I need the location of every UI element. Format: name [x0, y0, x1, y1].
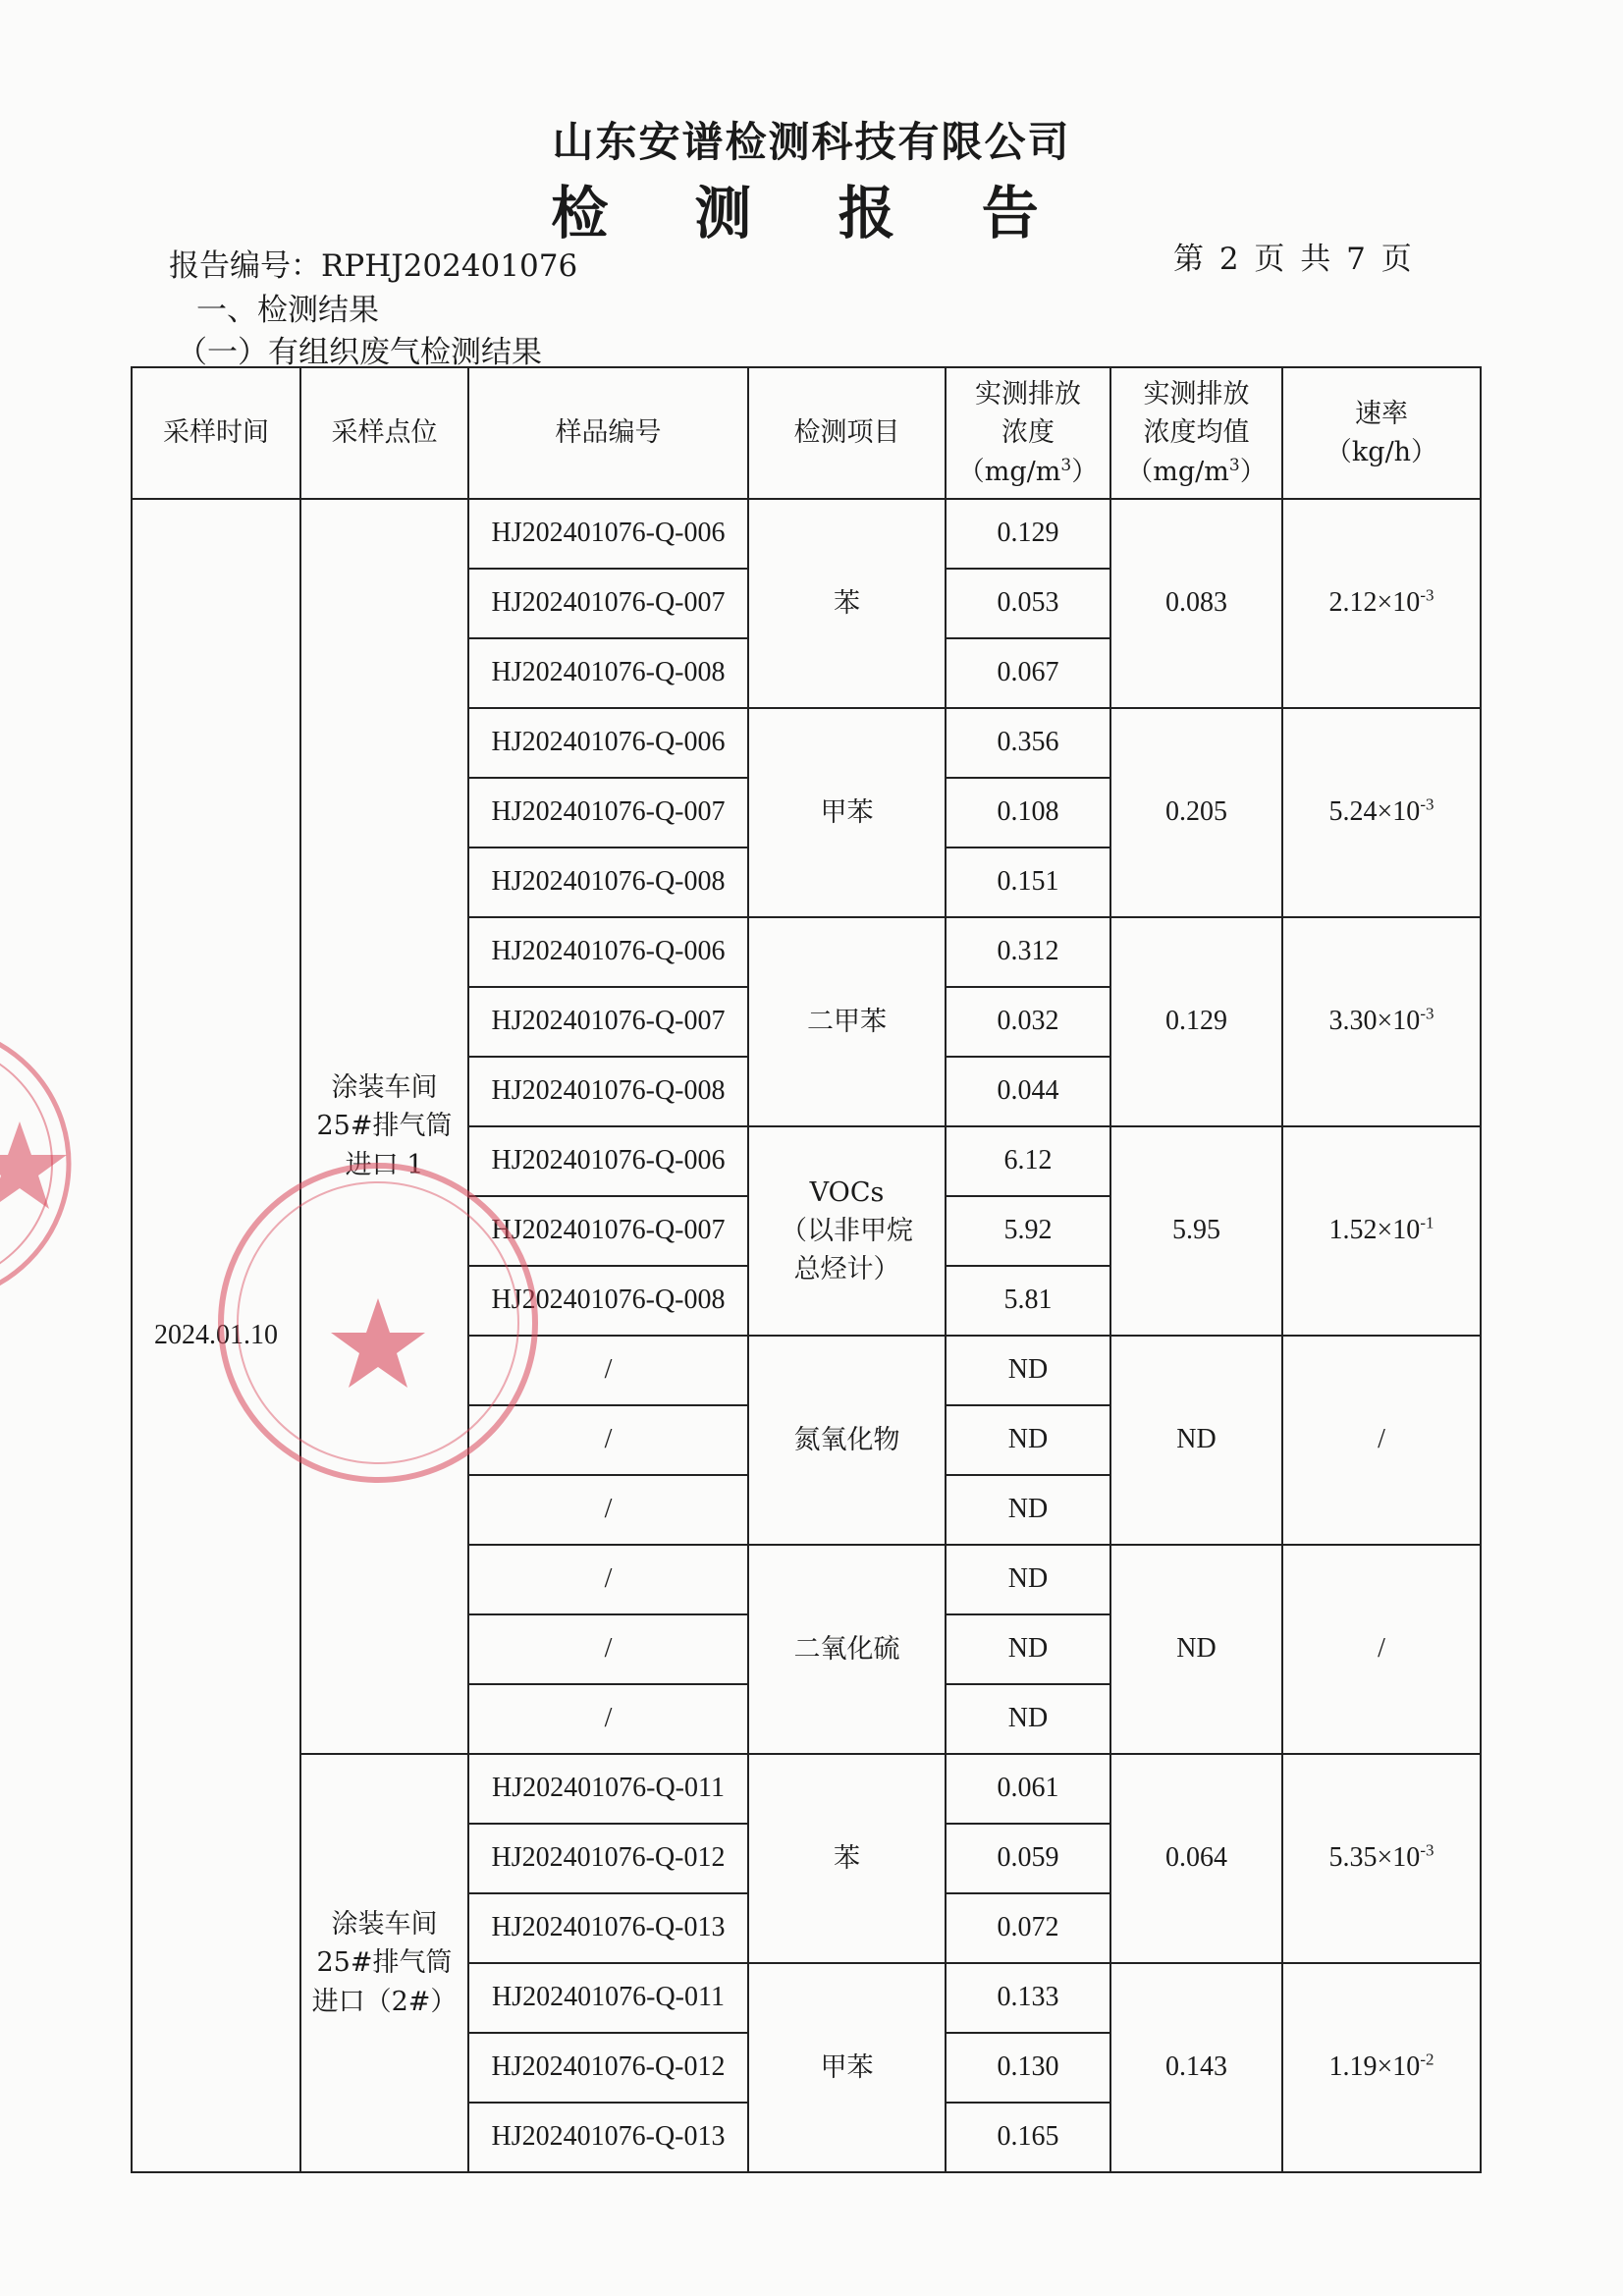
test-item-line: 二甲苯: [807, 1006, 887, 1037]
test-item-cell: [748, 917, 946, 1126]
header-avg-unit-text: （mg/m: [1126, 456, 1229, 487]
concentration-cell: ND: [946, 1405, 1110, 1475]
test-item-line: （以非甲烷: [781, 1215, 913, 1246]
sampling-point-line: 25#排气筒: [316, 1111, 453, 1142]
test-item-line: 氮氧化物: [793, 1424, 900, 1455]
concentration-cell: 0.067: [946, 638, 1110, 708]
rate-exponent: -1: [1420, 1213, 1434, 1232]
header-conc-unit-sup: 3: [1060, 455, 1072, 475]
sample-id-cell: HJ202401076-Q-007: [468, 1196, 748, 1266]
sample-id-cell: HJ202401076-Q-007: [468, 987, 748, 1057]
table-row: [132, 499, 1481, 569]
header-avg-unit-sup: 3: [1228, 455, 1240, 475]
header-test-item: 检测项目: [748, 367, 946, 499]
concentration-cell: 0.072: [946, 1893, 1110, 1963]
sample-id-cell: HJ202401076-Q-008: [468, 847, 748, 917]
header-avg-line2: 浓度均值: [1143, 417, 1250, 449]
concentration-cell: 0.133: [946, 1963, 1110, 2033]
test-item-cell: [748, 1545, 946, 1754]
sample-id-cell: /: [468, 1405, 748, 1475]
company-name: 山东安谱检测科技有限公司: [552, 118, 1071, 166]
sampling-point-line: 涂装车间: [331, 1909, 438, 1941]
concentration-cell: ND: [946, 1684, 1110, 1754]
concentration-cell: 0.053: [946, 569, 1110, 638]
test-item-line: VOCs: [809, 1176, 885, 1208]
sample-id-cell: HJ202401076-Q-006: [468, 917, 748, 987]
header-conc-unit-close: ）: [1071, 456, 1099, 487]
sample-id-cell: HJ202401076-Q-013: [468, 1893, 748, 1963]
concentration-cell: 5.92: [946, 1196, 1110, 1266]
concentration-cell: ND: [946, 1614, 1110, 1684]
rate-cell: [1282, 708, 1481, 917]
report-number: 报告编号：RPHJ202401076: [169, 248, 578, 284]
rate-cell: [1282, 499, 1481, 708]
sample-id-cell: HJ202401076-Q-006: [468, 499, 748, 569]
table-row: [132, 1754, 1481, 1824]
rate-cell: [1282, 1126, 1481, 1336]
test-item-cell: [748, 1336, 946, 1545]
test-item-line: 甲苯: [820, 2051, 874, 2083]
rate-cell: [1282, 1336, 1481, 1545]
concentration-cell: 0.356: [946, 708, 1110, 778]
sampling-point-line: 25#排气筒: [316, 1947, 453, 1979]
header-rate: [1282, 367, 1481, 499]
average-cell: 0.083: [1110, 499, 1282, 708]
header-avg-unit: [1111, 453, 1281, 491]
sample-id-cell: HJ202401076-Q-012: [468, 1824, 748, 1893]
sample-id-cell: HJ202401076-Q-011: [468, 1963, 748, 2033]
header-avg-unit-close: ）: [1239, 456, 1267, 487]
subsection-heading: （一）有组织废气检测结果: [177, 335, 542, 370]
test-item-cell: [748, 708, 946, 917]
sample-id-cell: HJ202401076-Q-007: [468, 569, 748, 638]
rate-value: /: [1378, 1424, 1385, 1455]
test-item-cell: [748, 1126, 946, 1336]
rate-value: 1.19×10: [1328, 2051, 1421, 2083]
test-item-line: 总烃计）: [793, 1254, 900, 1285]
concentration-cell: 0.165: [946, 2103, 1110, 2172]
sample-id-cell: HJ202401076-Q-008: [468, 638, 748, 708]
header-sampling-point: 采样点位: [300, 367, 468, 499]
rate-value: 2.12×10: [1328, 587, 1421, 619]
rate-value: 5.35×10: [1328, 1842, 1421, 1874]
concentration-cell: 0.061: [946, 1754, 1110, 1824]
sample-id-cell: HJ202401076-Q-012: [468, 2033, 748, 2103]
rate-value: 3.30×10: [1328, 1006, 1421, 1037]
rate-exponent: -3: [1420, 1840, 1434, 1860]
rate-exponent: -3: [1420, 585, 1434, 605]
section-heading: 一、检测结果: [196, 293, 379, 328]
rate-cell: [1282, 917, 1481, 1126]
rate-exponent: -3: [1420, 1004, 1434, 1023]
header-sample-id: 样品编号: [468, 367, 748, 499]
average-cell: 5.95: [1110, 1126, 1282, 1336]
test-item-line: 二氧化硫: [793, 1633, 900, 1665]
rate-value: /: [1378, 1633, 1385, 1665]
average-cell: ND: [1110, 1545, 1282, 1754]
sample-id-cell: HJ202401076-Q-008: [468, 1266, 748, 1336]
test-item-line: 苯: [834, 1842, 860, 1874]
concentration-cell: 5.81: [946, 1266, 1110, 1336]
rate-exponent: -2: [1420, 2050, 1434, 2069]
header-conc-line2: 浓度: [1001, 417, 1055, 449]
rate-cell: [1282, 1545, 1481, 1754]
sample-id-cell: /: [468, 1684, 748, 1754]
header-conc-unit-text: （mg/m: [957, 456, 1061, 487]
sampling-point-cell: [300, 1754, 468, 2172]
concentration-cell: 0.129: [946, 499, 1110, 569]
header-conc-line1: 实测排放: [975, 379, 1081, 410]
concentration-cell: 6.12: [946, 1126, 1110, 1196]
average-cell: 0.143: [1110, 1963, 1282, 2172]
rate-value: 5.24×10: [1328, 796, 1421, 828]
test-item-cell: [748, 1963, 946, 2172]
concentration-cell: ND: [946, 1545, 1110, 1614]
concentration-cell: 0.108: [946, 778, 1110, 847]
average-cell: 0.205: [1110, 708, 1282, 917]
average-cell: 0.129: [1110, 917, 1282, 1126]
concentration-cell: ND: [946, 1475, 1110, 1545]
concentration-cell: 0.312: [946, 917, 1110, 987]
sampling-point-line: 涂装车间: [331, 1072, 438, 1104]
rate-value: 1.52×10: [1328, 1215, 1421, 1246]
sampling-date-cell: 2024.01.10: [132, 499, 300, 2172]
concentration-cell: 0.130: [946, 2033, 1110, 2103]
sampling-point-cell: [300, 499, 468, 1754]
header-avg-line1: 实测排放: [1143, 379, 1250, 410]
sample-id-cell: HJ202401076-Q-013: [468, 2103, 748, 2172]
sample-id-cell: /: [468, 1545, 748, 1614]
concentration-cell: 0.032: [946, 987, 1110, 1057]
seal-stamp-partial: [0, 982, 88, 1336]
test-item-line: 苯: [834, 587, 860, 619]
header-rate-line1: 速率: [1355, 398, 1408, 429]
concentration-cell: ND: [946, 1336, 1110, 1405]
test-item-cell: [748, 1754, 946, 1963]
test-item-line: 甲苯: [820, 796, 874, 828]
table-body: [132, 499, 1481, 2172]
rate-cell: [1282, 1754, 1481, 1963]
sample-id-cell: HJ202401076-Q-011: [468, 1754, 748, 1824]
average-cell: ND: [1110, 1336, 1282, 1545]
table-header-row: [132, 367, 1481, 499]
sample-id-cell: HJ202401076-Q-006: [468, 1126, 748, 1196]
header-sampling-time: 采样时间: [132, 367, 300, 499]
concentration-cell: 0.044: [946, 1057, 1110, 1126]
document-title: 检 测 报 告: [551, 180, 1072, 246]
sampling-point-line: 进口（2#）: [311, 1986, 458, 2017]
average-cell: 0.064: [1110, 1754, 1282, 1963]
header-average: [1110, 367, 1282, 499]
rate-cell: [1282, 1963, 1481, 2172]
sample-id-cell: /: [468, 1475, 748, 1545]
header-conc-unit: [947, 453, 1109, 491]
rate-exponent: -3: [1420, 794, 1434, 814]
sample-id-cell: HJ202401076-Q-008: [468, 1057, 748, 1126]
test-item-cell: [748, 499, 946, 708]
header-concentration: [946, 367, 1110, 499]
sample-id-cell: HJ202401076-Q-007: [468, 778, 748, 847]
sample-id-cell: HJ202401076-Q-006: [468, 708, 748, 778]
concentration-cell: 0.059: [946, 1824, 1110, 1893]
header-rate-unit: （kg/h）: [1325, 437, 1438, 467]
results-table: [131, 366, 1482, 2173]
sample-id-cell: /: [468, 1336, 748, 1405]
sample-id-cell: /: [468, 1614, 748, 1684]
concentration-cell: 0.151: [946, 847, 1110, 917]
sampling-point-line: 进口 1: [345, 1149, 424, 1180]
page-number: 第 2 页 共 7 页: [1173, 242, 1415, 277]
